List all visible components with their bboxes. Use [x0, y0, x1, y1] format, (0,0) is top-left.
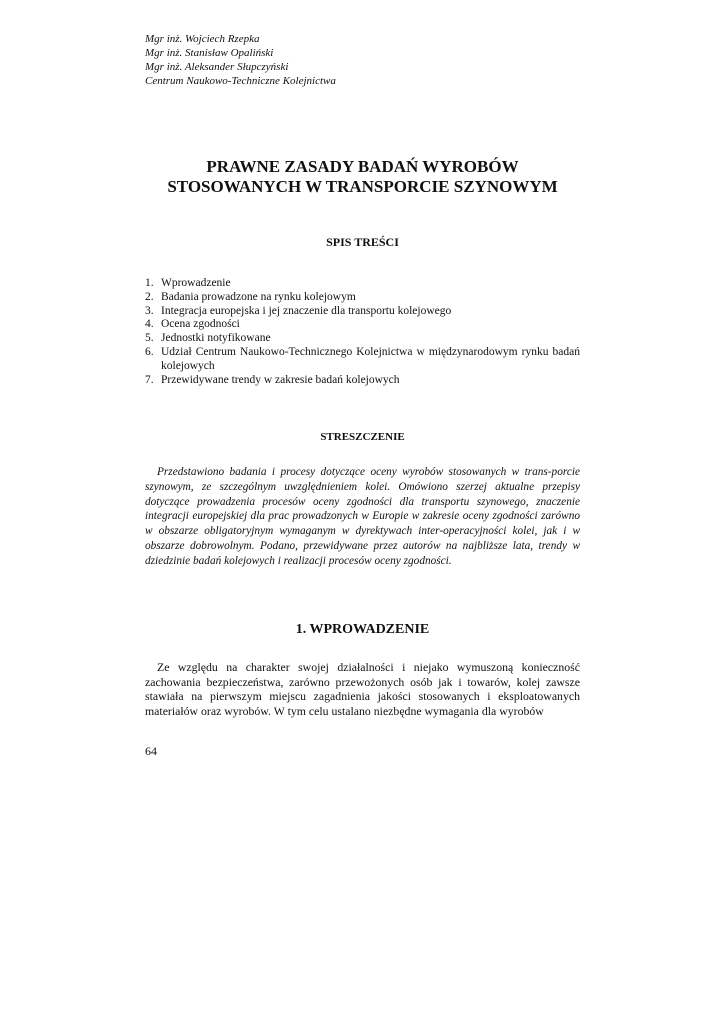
- toc-item-number: 7.: [145, 373, 154, 386]
- author-name: Mgr inż. Aleksander Słupczyński: [145, 61, 289, 73]
- author-affiliation: Centrum Naukowo-Techniczne Kolejnictwa: [145, 75, 336, 87]
- abstract-text: Przedstawiono badania i procesy dotyczące oceny wyrobów stosowanych w trans-porcie szynowym, ze szczególnym uwzględnieniem kolei. Omówiono szerzej aktualne przepisy dotyczące prowadzenia procesów oceny zgodności dla transportu szynowego, znaczenie integracji europejskiej dla prac prowadzonych w Europie w zakresie oceny zgodności zarówno w obszarze obligatoryjnym wymaganym w dyrektywach inter-operacyjności kolei, jak i w obszarze dobrowolnym. Podano, przewidywane przez autorów na najbliższe lata, trendy w dziedzinie badań kolejowych i realizacji procesów oceny zgodności.: [145, 466, 580, 567]
- toc-item: [145, 332, 580, 346]
- toc-item: [145, 291, 580, 305]
- toc-item-number: 4.: [145, 318, 154, 331]
- toc-item-text: Jednostki notyfikowane: [161, 332, 271, 345]
- toc-item: [145, 277, 580, 291]
- toc-item: [145, 318, 580, 332]
- toc-item-text: Badania prowadzone na rynku kolejowym: [161, 290, 356, 303]
- section-heading: 1. WPROWADZENIE: [295, 622, 430, 637]
- toc-item: [145, 305, 580, 319]
- toc-item-number: 3.: [145, 304, 154, 317]
- toc-item-number: 2.: [145, 290, 154, 303]
- paper-title: [145, 157, 580, 197]
- author-name: Mgr inż. Wojciech Rzepka: [145, 33, 260, 45]
- toc-item-text: Integracja europejska i jej znaczenie dla transportu kolejowego: [161, 304, 452, 317]
- page-number: 64: [145, 744, 157, 758]
- toc-item-number: 5.: [145, 332, 154, 345]
- abstract-heading: STRESZCZENIE: [320, 431, 405, 443]
- toc-heading: SPIS TREŚCI: [326, 235, 399, 249]
- toc-item: [145, 374, 580, 388]
- author-name: Mgr inż. Stanisław Opaliński: [145, 47, 274, 59]
- toc-item-text: Przewidywane trendy w zakresie badań kolejowych: [161, 373, 400, 386]
- toc-item-number: 6.: [145, 345, 154, 358]
- title-line: STOSOWANYCH W TRANSPORCIE SZYNOWYM: [167, 177, 558, 196]
- table-of-contents: [145, 277, 580, 387]
- author-block: [145, 32, 336, 88]
- toc-item-text: Udział Centrum Naukowo-Technicznego Kolejnictwa w międzynarodowym rynku badań kolejowych: [161, 345, 580, 372]
- toc-item-text: Wprowadzenie: [161, 277, 231, 289]
- toc-item: [145, 346, 580, 374]
- toc-item-number: 1.: [145, 277, 154, 289]
- title-line: PRAWNE ZASADY BADAŃ WYROBÓW: [206, 157, 519, 176]
- section-body-text: Ze względu na charakter swojej działalności i niejako wymuszoną konieczność zachowania bezpieczeństwa, zarówno przewożonych osób jak i towarów, kolej zawsze stawiała na pierwszym miejscu zagadnienia jakości stosowanych i eksploatowanych materiałów oraz wyrobów. W tym celu ustalano niezbędne wymagania dla wyrobów: [145, 660, 580, 718]
- toc-item-text: Ocena zgodności: [161, 318, 240, 331]
